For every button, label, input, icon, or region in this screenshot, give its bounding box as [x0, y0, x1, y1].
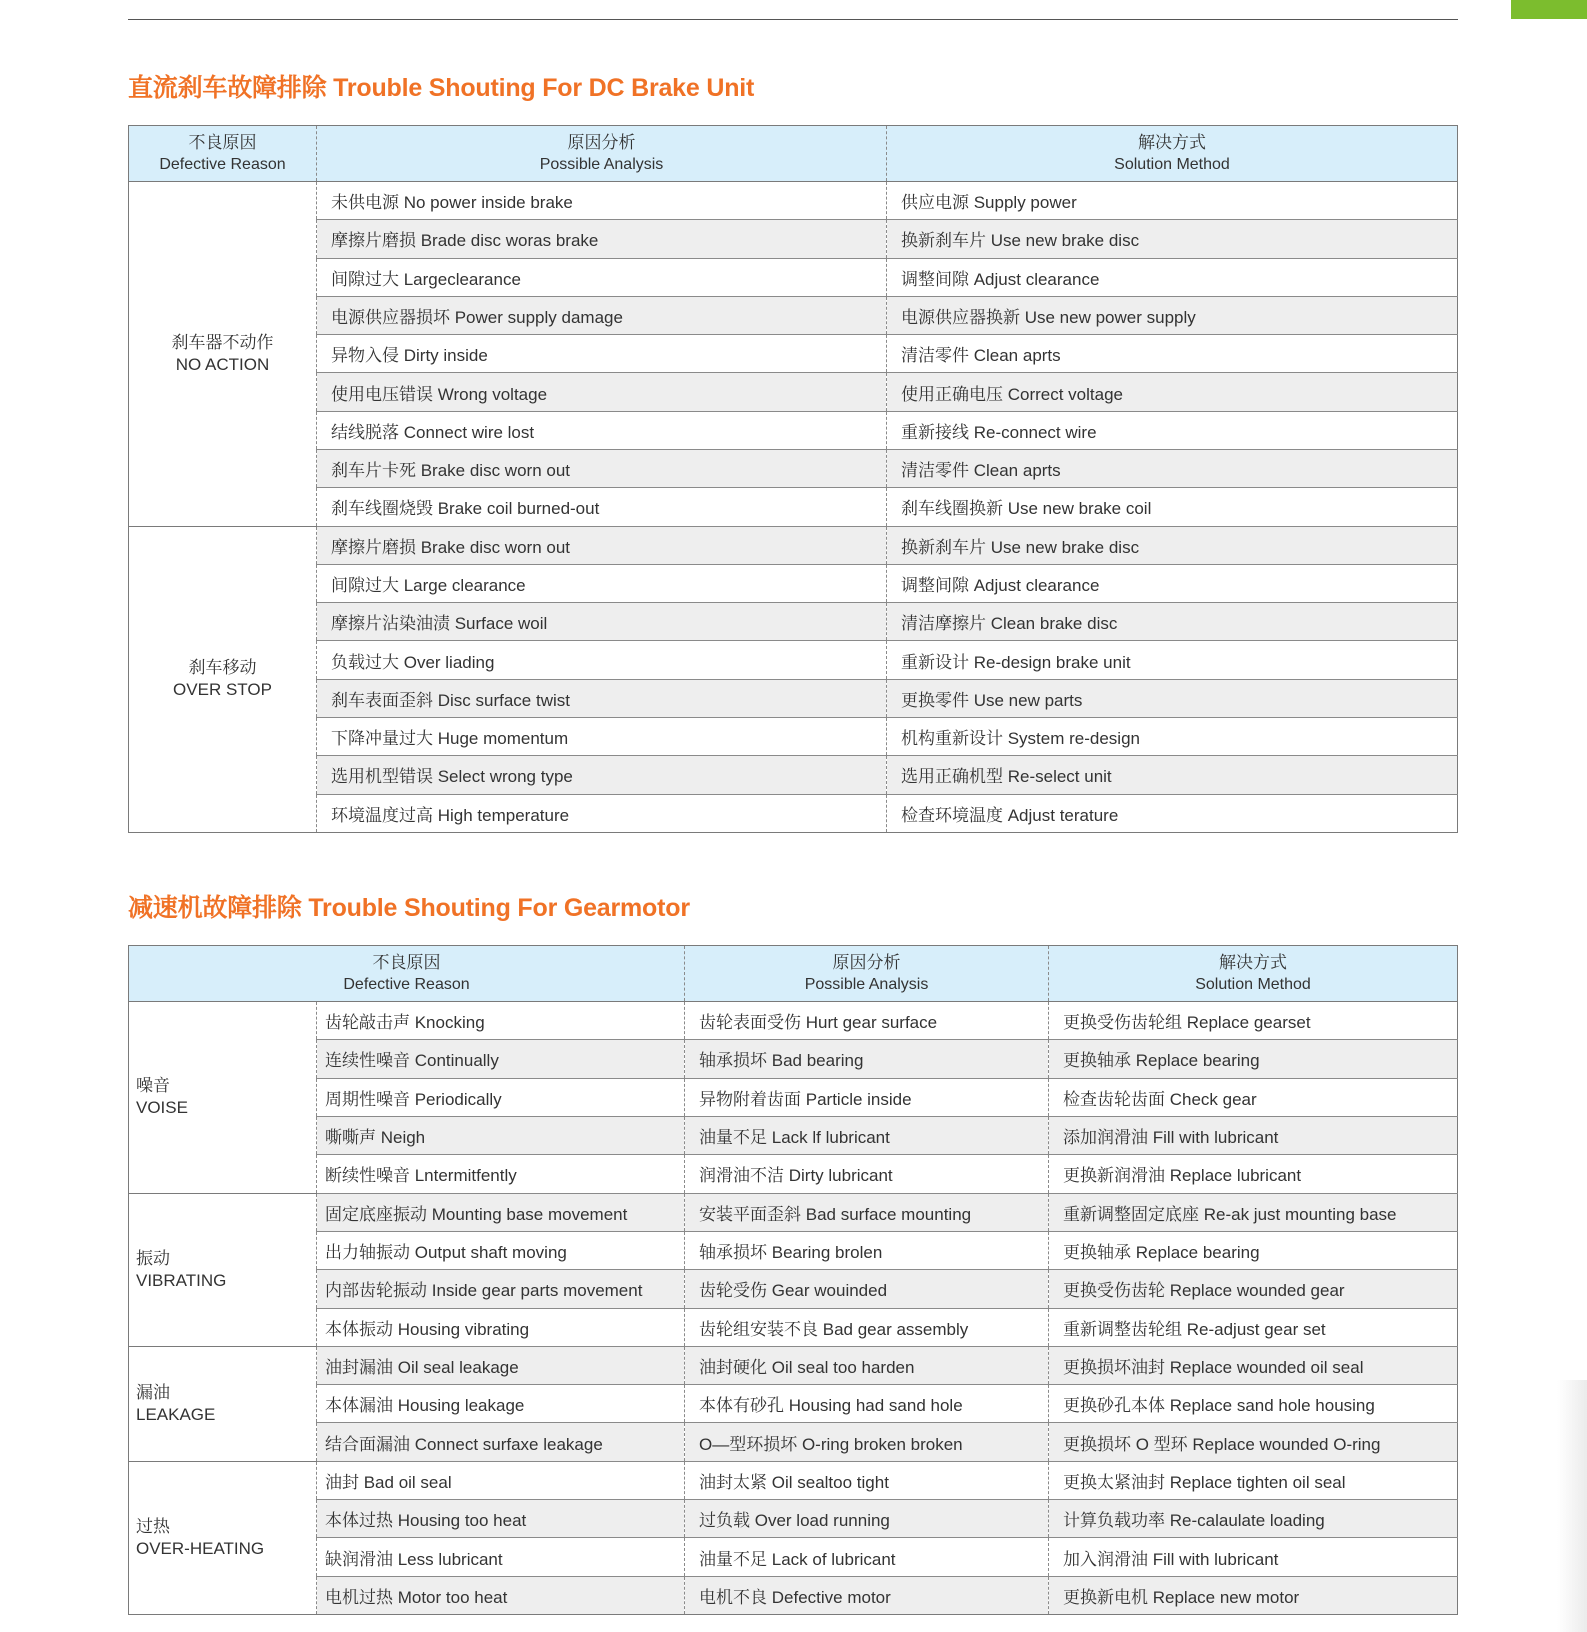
table-row — [129, 1423, 1458, 1461]
defective-reason-group — [129, 1193, 317, 1346]
solution-cell: 重新调整固定底座 Re-ak just mounting base — [1049, 1193, 1458, 1231]
table-row — [129, 1461, 1458, 1499]
analysis-cell: 油封太紧 Oil sealtoo tight — [685, 1461, 1049, 1499]
analysis-cell: 刹车表面歪斜 Disc surface twist — [317, 679, 887, 717]
header-possible-analysis: 原因分析 Possible Analysis — [685, 946, 1049, 1002]
solution-cell: 清洁零件 Clean aprts — [887, 335, 1458, 373]
gearmotor-section-title: 减速机故障排除 Trouble Shouting For Gearmotor — [128, 894, 690, 922]
reason-cell: 油封 Bad oil seal — [317, 1461, 685, 1499]
solution-cell: 调整间隙 Adjust clearance — [887, 258, 1458, 296]
solution-cell: 加入润滑油 Fill with lubricant — [1049, 1538, 1458, 1576]
solution-cell: 供应电源 Supply power — [887, 182, 1458, 220]
analysis-cell: 油封硬化 Oil seal too harden — [685, 1346, 1049, 1384]
table-row — [129, 1040, 1458, 1078]
solution-cell: 计算负载功率 Re-calaulate loading — [1049, 1500, 1458, 1538]
table-row — [129, 794, 1458, 833]
table-row — [129, 1538, 1458, 1576]
table-row — [129, 449, 1458, 487]
analysis-cell: 安装平面歪斜 Bad surface mounting — [685, 1193, 1049, 1231]
table-row — [129, 1346, 1458, 1384]
solution-cell: 清洁零件 Clean aprts — [887, 449, 1458, 487]
table-row — [129, 258, 1458, 296]
header-defective-reason: 不良原因 Defective Reason — [129, 946, 685, 1002]
solution-cell: 清洁摩擦片 Clean brake disc — [887, 603, 1458, 641]
table-row — [129, 1155, 1458, 1193]
solution-cell: 更换受伤齿轮组 Replace gearset — [1049, 1002, 1458, 1040]
analysis-cell: 间隙过大 Large clearance — [317, 564, 887, 602]
reason-cell: 出力轴振动 Output shaft moving — [317, 1231, 685, 1269]
solution-cell: 更换损坏 O 型环 Replace wounded O-ring — [1049, 1423, 1458, 1461]
analysis-cell: 环境温度过高 High temperature — [317, 794, 887, 833]
defective-reason-group — [129, 526, 317, 832]
reason-en: OVER-HEATING — [136, 1538, 265, 1558]
solution-cell: 更换新润滑油 Replace lubricant — [1049, 1155, 1458, 1193]
reason-en: LEAKAGE — [136, 1404, 216, 1424]
table-row — [129, 603, 1458, 641]
analysis-cell: 齿轮组安装不良 Bad gear assembly — [685, 1308, 1049, 1346]
table-row — [129, 679, 1458, 717]
defective-reason-group — [129, 1461, 317, 1614]
reason-cell: 周期性噪音 Periodically — [317, 1078, 685, 1116]
gearmotor-trouble-table — [128, 945, 1458, 1615]
table-row — [129, 641, 1458, 679]
table-row — [129, 1002, 1458, 1040]
reason-cn: 噪音 — [136, 1076, 170, 1096]
reason-cn: 刹车器不动作 — [171, 332, 274, 352]
reason-cn: 漏油 — [136, 1382, 170, 1402]
header-solution-method: 解决方式 Solution Method — [1049, 946, 1458, 1002]
analysis-cell: 摩擦片磨损 Brake disc worn out — [317, 526, 887, 564]
analysis-cell: 摩擦片沾染油渍 Surface woil — [317, 603, 887, 641]
analysis-cell: 异物附着齿面 Particle inside — [685, 1078, 1049, 1116]
reason-cell: 内部齿轮振动 Inside gear parts movement — [317, 1270, 685, 1308]
table-row — [129, 717, 1458, 755]
reason-cell: 油封漏油 Oil seal leakage — [317, 1346, 685, 1384]
table-row — [129, 564, 1458, 602]
analysis-cell: 齿轮受伤 Gear wouinded — [685, 1270, 1049, 1308]
solution-cell: 调整间隙 Adjust clearance — [887, 564, 1458, 602]
solution-cell: 重新接线 Re-connect wire — [887, 411, 1458, 449]
table-row — [129, 1500, 1458, 1538]
analysis-cell: 电源供应器损坏 Power supply damage — [317, 296, 887, 334]
reason-cell: 电机过热 Motor too heat — [317, 1576, 685, 1614]
solution-cell: 重新调整齿轮组 Re-adjust gear set — [1049, 1308, 1458, 1346]
solution-cell: 检查环境温度 Adjust terature — [887, 794, 1458, 833]
analysis-cell: 油量不足 Lack lf lubricant — [685, 1116, 1049, 1154]
analysis-cell: 选用机型错误 Select wrong type — [317, 756, 887, 794]
reason-cell: 本体过热 Housing too heat — [317, 1500, 685, 1538]
analysis-cell: 刹车线圈烧毁 Brake coil burned-out — [317, 488, 887, 526]
corner-accent-tab — [1511, 0, 1587, 19]
analysis-cell: 油量不足 Lack of lubricant — [685, 1538, 1049, 1576]
table-row — [129, 296, 1458, 334]
reason-cn: 过热 — [136, 1516, 170, 1536]
solution-cell: 更换受伤齿轮 Replace wounded gear — [1049, 1270, 1458, 1308]
top-rule — [128, 19, 1458, 20]
table-row — [129, 1078, 1458, 1116]
analysis-cell: 齿轮表面受伤 Hurt gear surface — [685, 1002, 1049, 1040]
table-row — [129, 1270, 1458, 1308]
solution-cell: 电源供应器换新 Use new power supply — [887, 296, 1458, 334]
defective-reason-group — [129, 1346, 317, 1461]
reason-cell: 断续性噪音 Lntermitfently — [317, 1155, 685, 1193]
solution-cell: 更换太紧油封 Replace tighten oil seal — [1049, 1461, 1458, 1499]
reason-en: NO ACTION — [175, 354, 270, 374]
header-solution-method: 解决方式 Solution Method — [887, 126, 1458, 182]
analysis-cell: O—型环损坏 O-ring broken broken — [685, 1423, 1049, 1461]
reason-cell: 缺润滑油 Less lubricant — [317, 1538, 685, 1576]
table-row — [129, 756, 1458, 794]
solution-cell: 更换新电机 Replace new motor — [1049, 1576, 1458, 1614]
solution-cell: 机构重新设计 System re-design — [887, 717, 1458, 755]
table-row — [129, 220, 1458, 258]
analysis-cell: 摩擦片磨损 Brade disc woras brake — [317, 220, 887, 258]
table-row — [129, 526, 1458, 564]
solution-cell: 检查齿轮齿面 Check gear — [1049, 1078, 1458, 1116]
solution-cell: 换新刹车片 Use new brake disc — [887, 526, 1458, 564]
dc-brake-table-body — [129, 182, 1458, 833]
table-row — [129, 1193, 1458, 1231]
reason-cell: 固定底座振动 Mounting base movement — [317, 1193, 685, 1231]
reason-cell: 本体振动 Housing vibrating — [317, 1308, 685, 1346]
analysis-cell: 未供电源 No power inside brake — [317, 182, 887, 220]
reason-cell: 齿轮敲击声 Knocking — [317, 1002, 685, 1040]
analysis-cell: 刹车片卡死 Brake disc worn out — [317, 449, 887, 487]
reason-cell: 连续性噪音 Continually — [317, 1040, 685, 1078]
reason-cell: 本体漏油 Housing leakage — [317, 1385, 685, 1423]
table-row — [129, 335, 1458, 373]
defective-reason-group — [129, 1002, 317, 1194]
page-edge-shadow — [1557, 1380, 1587, 1632]
analysis-cell: 异物入侵 Dirty inside — [317, 335, 887, 373]
solution-cell: 添加润滑油 Fill with lubricant — [1049, 1116, 1458, 1154]
defective-reason-group — [129, 182, 317, 527]
gearmotor-table-body — [129, 1002, 1458, 1615]
solution-cell: 重新设计 Re-design brake unit — [887, 641, 1458, 679]
reason-en: VOISE — [136, 1098, 188, 1118]
analysis-cell: 过负载 Over load running — [685, 1500, 1049, 1538]
analysis-cell: 下降冲量过大 Huge momentum — [317, 717, 887, 755]
analysis-cell: 结线脱落 Connect wire lost — [317, 411, 887, 449]
analysis-cell: 间隙过大 Largeclearance — [317, 258, 887, 296]
reason-cell: 结合面漏油 Connect surfaxe leakage — [317, 1423, 685, 1461]
analysis-cell: 电机不良 Defective motor — [685, 1576, 1049, 1614]
header-possible-analysis: 原因分析 Possible Analysis — [317, 126, 887, 182]
reason-cn: 刹车移动 — [188, 658, 257, 678]
solution-cell: 换新刹车片 Use new brake disc — [887, 220, 1458, 258]
table-row — [129, 488, 1458, 526]
reason-cn: 振动 — [136, 1248, 170, 1268]
analysis-cell: 使用电压错误 Wrong voltage — [317, 373, 887, 411]
table-row — [129, 182, 1458, 220]
reason-en: OVER STOP — [173, 680, 272, 700]
solution-cell: 刹车线圈换新 Use new brake coil — [887, 488, 1458, 526]
analysis-cell: 润滑油不洁 Dirty lubricant — [685, 1155, 1049, 1193]
analysis-cell: 轴承损坏 Bearing brolen — [685, 1231, 1049, 1269]
reason-cell: 嘶嘶声 Neigh — [317, 1116, 685, 1154]
analysis-cell: 负载过大 Over liading — [317, 641, 887, 679]
dc-brake-section-title: 直流刹车故障排除 Trouble Shouting For DC Brake Unit — [128, 74, 755, 102]
reason-en: VIBRATING — [136, 1270, 227, 1290]
table-row — [129, 1116, 1458, 1154]
table-row — [129, 411, 1458, 449]
table-row — [129, 1385, 1458, 1423]
solution-cell: 更换轴承 Replace bearing — [1049, 1231, 1458, 1269]
dc-brake-trouble-table — [128, 125, 1458, 833]
table-row — [129, 373, 1458, 411]
table-row — [129, 1231, 1458, 1269]
solution-cell: 选用正确机型 Re-select unit — [887, 756, 1458, 794]
solution-cell: 更换轴承 Replace bearing — [1049, 1040, 1458, 1078]
solution-cell: 更换砂孔本体 Replace sand hole housing — [1049, 1385, 1458, 1423]
analysis-cell: 轴承损坏 Bad bearing — [685, 1040, 1049, 1078]
table-row — [129, 1576, 1458, 1614]
analysis-cell: 本体有砂孔 Housing had sand hole — [685, 1385, 1049, 1423]
solution-cell: 更换零件 Use new parts — [887, 679, 1458, 717]
solution-cell: 更换损坏油封 Replace wounded oil seal — [1049, 1346, 1458, 1384]
table-row — [129, 1308, 1458, 1346]
header-defective-reason: 不良原因 Defective Reason — [129, 126, 317, 182]
solution-cell: 使用正确电压 Correct voltage — [887, 373, 1458, 411]
